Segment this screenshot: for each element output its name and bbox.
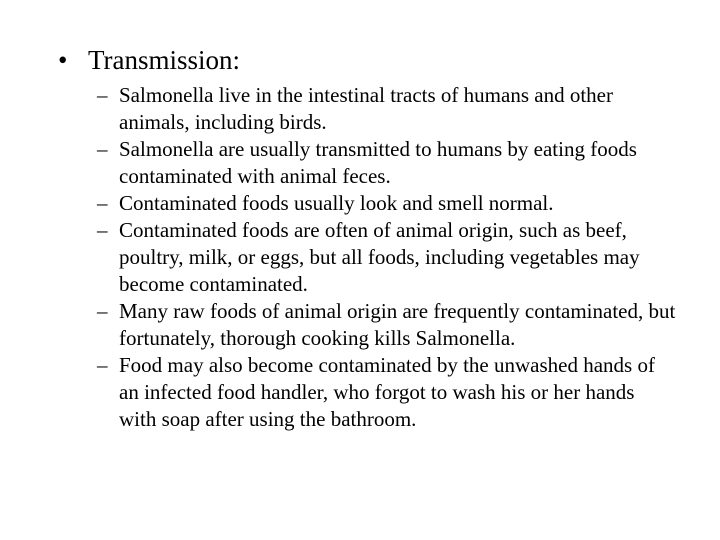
heading-row	[58, 44, 240, 76]
list-item	[97, 190, 677, 217]
list-item-text: Salmonella live in the intestinal tracts of humans and other animals, including birds.	[119, 83, 613, 134]
list-item-text: Contaminated foods are often of animal origin, such as beef, poultry, milk, or eggs, but all foods, including vegetables may become contaminated.	[119, 218, 640, 296]
list-item	[97, 136, 677, 190]
list-item-text: Salmonella are usually transmitted to humans by eating foods contaminated with animal feces.	[119, 137, 637, 188]
list-item	[97, 298, 677, 352]
dash-marker: –	[97, 299, 108, 323]
dash-marker: –	[97, 353, 108, 377]
list-item-text: Many raw foods of animal origin are frequently contaminated, but fortunately, thorough cooking kills Salmonella.	[119, 299, 676, 350]
list-item-text: Food may also become contaminated by the unwashed hands of an infected food handler, who forgot to wash his or her hands with soap after using the bathroom.	[119, 353, 655, 431]
dash-marker: –	[97, 191, 108, 215]
list-item	[97, 352, 677, 433]
bullet-marker: •	[58, 45, 68, 75]
dash-marker: –	[97, 137, 108, 161]
list-item	[97, 82, 677, 136]
dash-marker: –	[97, 83, 108, 107]
sub-bullet-list	[97, 82, 677, 433]
heading-text: Transmission:	[88, 45, 241, 75]
list-item-text: Contaminated foods usually look and smell normal.	[119, 191, 554, 215]
list-item	[97, 217, 677, 298]
dash-marker: –	[97, 218, 108, 242]
